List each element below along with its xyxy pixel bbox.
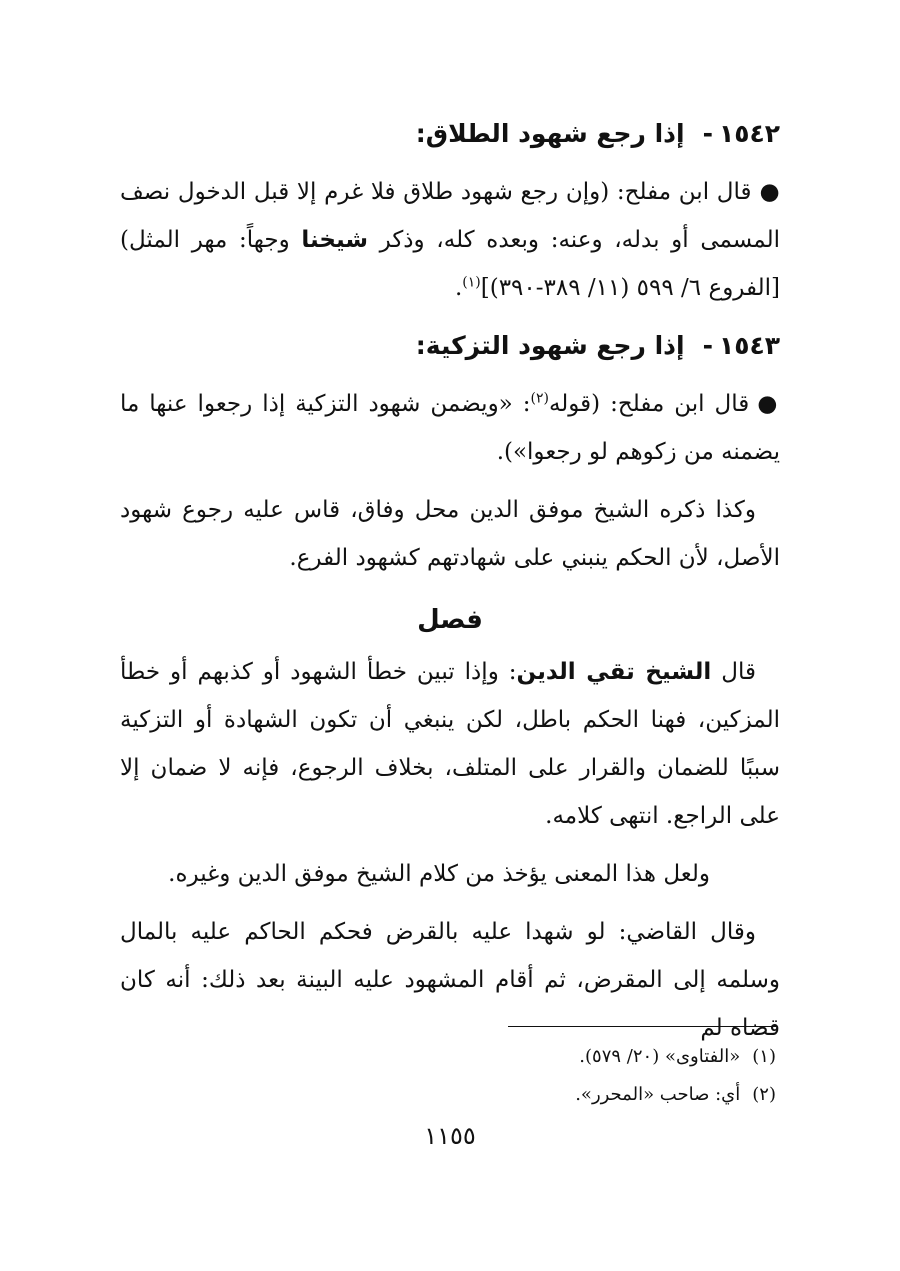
footnote-ref[interactable]: (٢) bbox=[530, 390, 549, 407]
section-dash: - bbox=[702, 331, 713, 360]
paragraph-ibn-muflih-tazkiya bbox=[120, 380, 780, 476]
bold-term: الشيخ تقي الدين bbox=[516, 659, 712, 685]
paragraph-text: : وإذا تبين خطأ الشهود أو كذبهم أو خطأ المزكين، فهنا الحكم باطل، لكن ينبغي أن تكون الشهادة أو التزكية سببًا للضمان والقرار على المتلف، بخلاف الرجوع، فإنه لا ضمان إلا على الراجع. انتهى كلامه. bbox=[120, 659, 780, 829]
footnote-item bbox=[120, 1038, 776, 1076]
footnote-item bbox=[120, 1076, 776, 1114]
section-number: ١٥٤٢ bbox=[718, 119, 780, 148]
paragraph-end: . bbox=[454, 275, 463, 301]
footnotes bbox=[120, 1038, 776, 1114]
paragraph-meaning: ولعل هذا المعنى يؤخذ من كلام الشيخ موفق الدين وغيره. bbox=[168, 861, 710, 887]
paragraph-text: وجهاً: مهر المثل) [الفروع ٦/ ٥٩٩ (١١/ ٣٨٩-٣٩٠)] bbox=[120, 227, 780, 301]
paragraph-qadi: وقال القاضي: لو شهدا عليه بالقرض فحكم الحاكم عليه بالمال وسلمه إلى المقرض، ثم أقام المشهود عليه البينة بعد ذلك: أنه كان قضاه لم bbox=[120, 919, 780, 1041]
paragraph-text: قال bbox=[711, 659, 757, 685]
section-dash: - bbox=[702, 119, 713, 148]
footnote-text: أي: صاحب «المحرر». bbox=[575, 1084, 741, 1105]
section-heading-1542 bbox=[120, 110, 780, 158]
section-title: إذا رجع شهود الطلاق: bbox=[415, 119, 685, 148]
paragraph-muwaffaq: وكذا ذكره الشيخ موفق الدين محل وفاق، قاس عليه رجوع شهود الأصل، لأن الحكم ينبني على شهادتهم كشهود الفرع. bbox=[120, 497, 780, 571]
footnote-text: «الفتاوى» (٢٠/ ٥٧٩). bbox=[579, 1046, 741, 1067]
paragraph-text: قال ابن مفلح: (وإن رجع شهود طلاق فلا غرم إلا قبل الدخول نصف المسمى أو بدله، وعنه: وبعده كله، وذكر bbox=[120, 179, 780, 253]
footnote-divider bbox=[508, 1026, 776, 1027]
fasl-heading: فصل bbox=[417, 605, 483, 635]
page-number: ١١٥٥ bbox=[424, 1122, 476, 1150]
bullet-icon: ● bbox=[757, 391, 780, 417]
paragraph-taqi-al-din bbox=[120, 648, 780, 840]
paragraph-ibn-muflih-talaq bbox=[120, 168, 780, 312]
bullet-icon: ● bbox=[759, 179, 780, 205]
section-heading-1543 bbox=[120, 322, 780, 370]
bold-term: شيخنا bbox=[301, 227, 368, 253]
footnote-number: (٢) bbox=[752, 1084, 776, 1105]
paragraph-text: قال ابن مفلح: (قوله bbox=[548, 391, 750, 417]
section-title: إذا رجع شهود التزكية: bbox=[415, 331, 685, 360]
section-number: ١٥٤٣ bbox=[718, 331, 780, 360]
footnote-number: (١) bbox=[752, 1046, 776, 1067]
footnote-ref[interactable]: (١) bbox=[462, 274, 481, 291]
paragraph-text: : «ويضمن شهود التزكية إذا رجعوا عنها ما يضمنه من زكوهم لو رجعوا»). bbox=[120, 391, 780, 465]
